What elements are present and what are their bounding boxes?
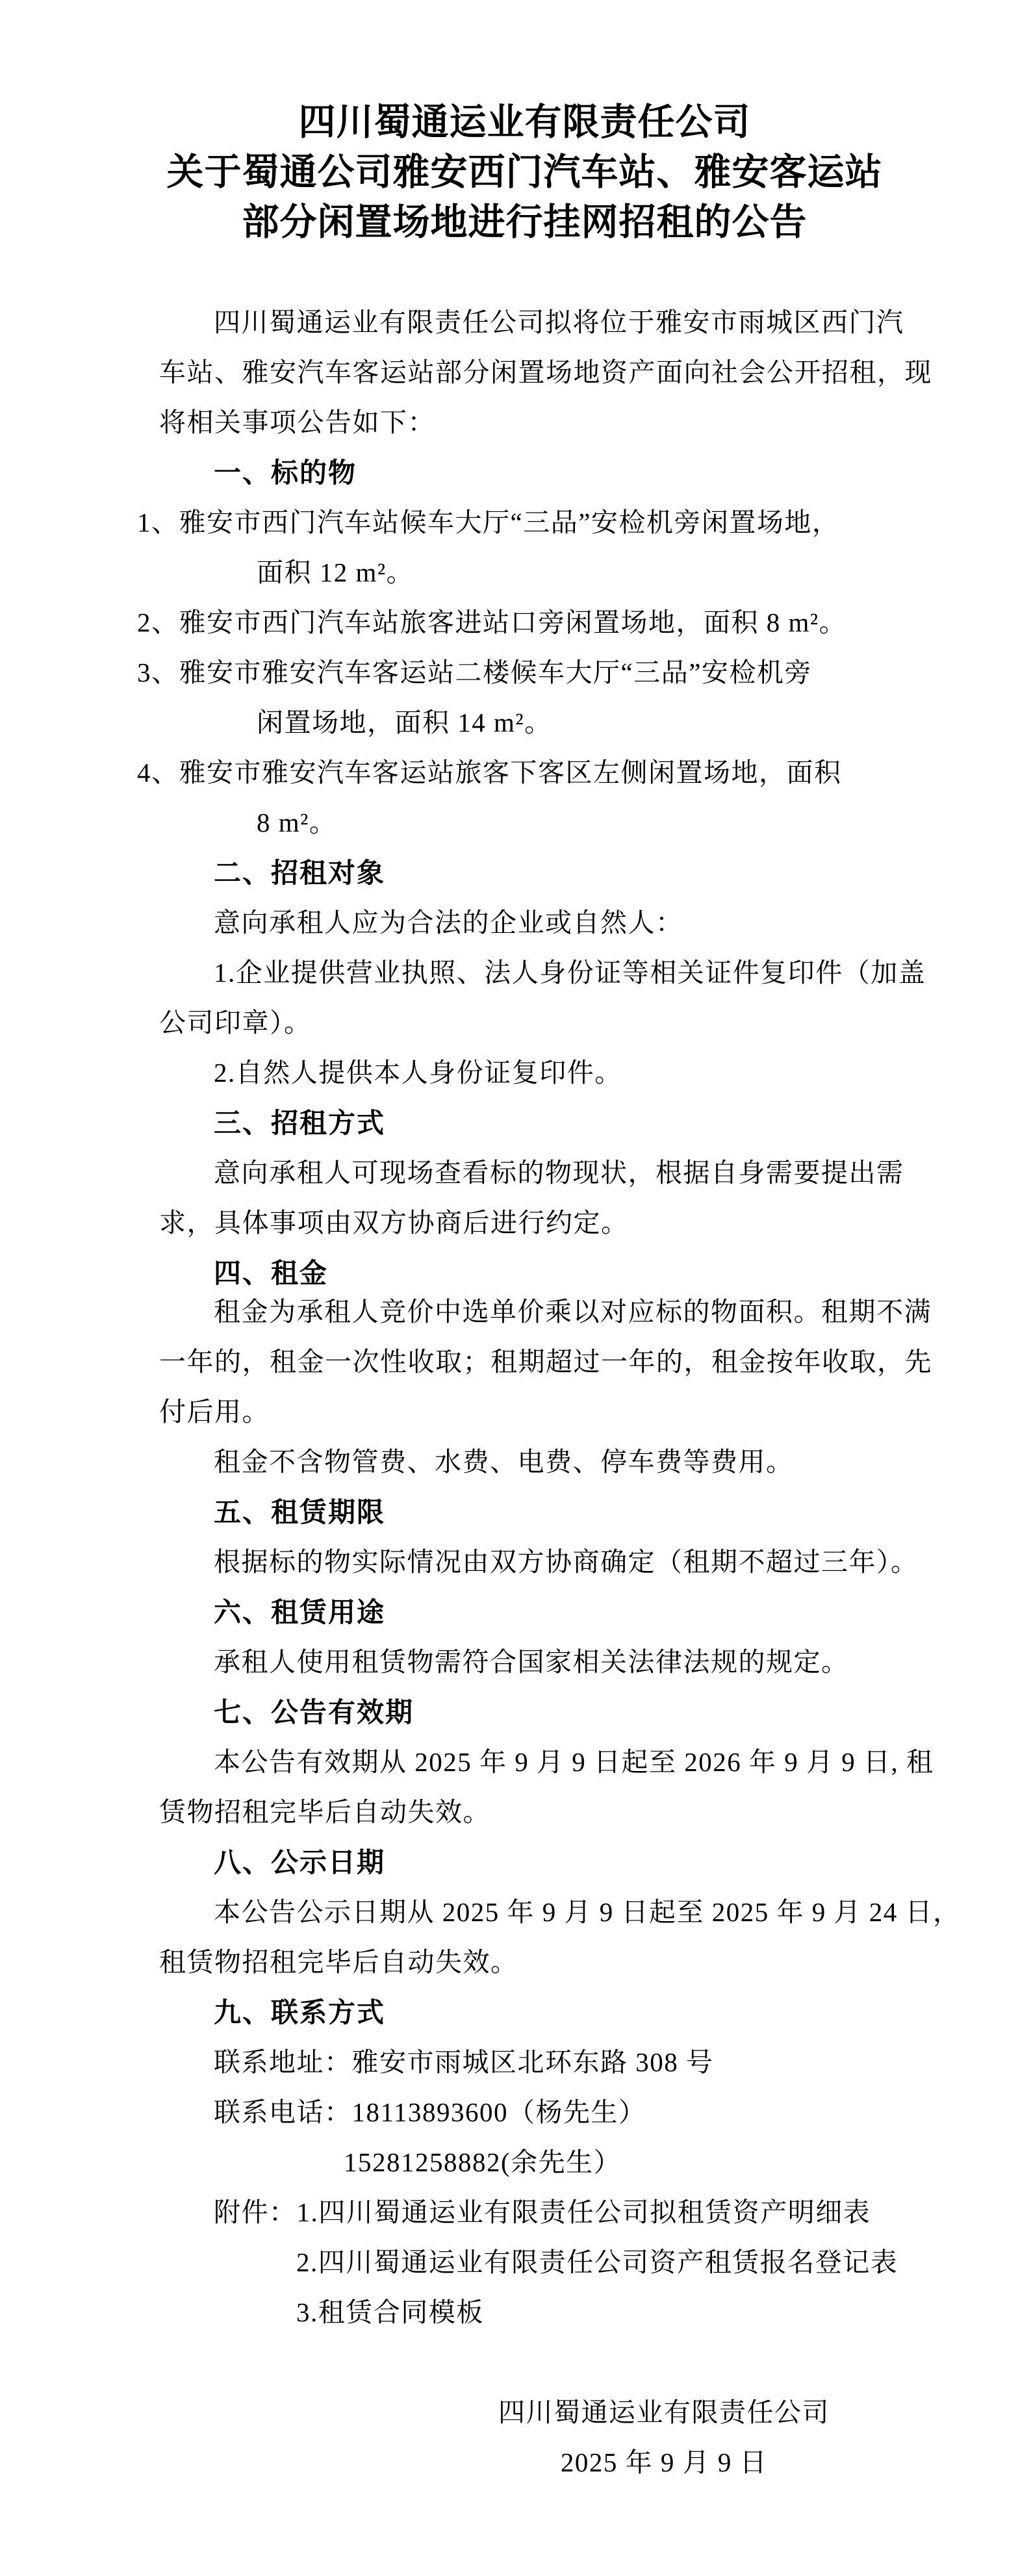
signature-block: [496, 2388, 832, 2488]
tenant-requirement-2-line-1: 2.自然人提供本人身份证复印件。: [214, 1058, 622, 1088]
tenant-requirement-1-line-2: 公司印章）。: [159, 1008, 312, 1038]
document-title-line-1: 四川蜀通运业有限责任公司: [298, 102, 751, 143]
section-3-heading-line-1: 三、招租方式: [214, 1108, 386, 1138]
lease-use-paragraph: [159, 1637, 966, 1687]
section-2-heading-line-1: 二、招租对象: [214, 858, 386, 888]
intro-paragraph-line-1: 四川蜀通运业有限责任公司拟将位于雅安市雨城区西门汽: [214, 307, 904, 337]
contact-address: [159, 2037, 966, 2087]
publicity-paragraph-line-1: 本公告公示日期从 2025 年 9 月 9 日起至 2025 年 9 月 24 日，: [214, 1897, 961, 1927]
rent-paragraph-line-3: 付后用。: [159, 1397, 270, 1427]
attachments-list: [159, 2187, 966, 2338]
signature-block-line-1: 四川蜀通运业有限责任公司: [498, 2397, 830, 2427]
attachments-list-line-3: 3.租赁合同模板: [296, 2297, 484, 2327]
section-2-heading: [159, 848, 966, 898]
intro-paragraph: [159, 298, 966, 448]
section-3-heading: [159, 1098, 966, 1148]
method-paragraph-line-2: 求，具体事项由双方协商后进行约定。: [159, 1208, 629, 1238]
attachments-list-line-1: 附件：1.四川蜀通运业有限责任公司拟租赁资产明细表: [214, 2197, 871, 2227]
section-1-heading: [159, 448, 966, 498]
section-5-heading: [159, 1487, 966, 1537]
rent-excludes-paragraph-line-1: 租金不含物管费、水费、电费、停车费等费用。: [214, 1447, 794, 1477]
lease-term-paragraph-line-1: 根据标的物实际情况由双方协商确定（租期不超过三年）。: [214, 1547, 919, 1577]
lease-use-paragraph-line-1: 承租人使用租赁物需符合国家相关法律法规的规定。: [214, 1647, 849, 1677]
contact-phone-1: [159, 2087, 966, 2137]
section-8-heading: [159, 1837, 966, 1887]
rent-paragraph: [159, 1287, 966, 1437]
document-title-line-3: 部分闲置场地进行挂网招租的公告: [242, 202, 808, 243]
publicity-paragraph-line-2: 租赁物招租完毕后自动失效。: [159, 1947, 518, 1977]
contact-address-line-1: 联系地址：雅安市雨城区北环东路 308 号: [214, 2047, 714, 2077]
method-paragraph-line-1: 意向承租人可现场查看标的物现状，根据自身需要提出需: [214, 1158, 904, 1188]
tenant-intro-paragraph-line-1: 意向承租人应为合法的企业或自然人：: [214, 908, 683, 937]
rent-paragraph-line-1: 租金为承租人竞价中选单价乘以对应标的物面积。租期不满: [214, 1297, 932, 1327]
lot-item-2-line-1: 2、雅安市西门汽车站旅客进站口旁闲置场地，面积 8 m²。: [137, 607, 847, 637]
lot-item-3-line-2: 闲置场地，面积 14 m²。: [257, 708, 552, 737]
tenant-intro-paragraph: [159, 898, 966, 948]
lease-term-paragraph: [159, 1537, 966, 1587]
section-8-heading-line-1: 八、公示日期: [214, 1847, 386, 1878]
validity-paragraph-line-2: 赁物招租完毕后自动失效。: [159, 1797, 490, 1827]
document-title-line-2: 关于蜀通公司雅安西门汽车站、雅安客运站: [166, 152, 883, 193]
blank-line-after-title: [159, 248, 966, 298]
document-title: [159, 97, 966, 248]
section-6-heading: [159, 1587, 966, 1637]
section-9-heading: [159, 1987, 966, 2037]
lot-item-4-line-1: 4、雅安市雅安汽车客运站旅客下客区左侧闲置场地，面积: [137, 758, 842, 787]
lot-item-4-line-2: 8 m²。: [257, 808, 337, 837]
publicity-paragraph: [159, 1887, 966, 1987]
section-4-heading-line-1: 四、租金: [214, 1258, 329, 1288]
section-7-heading-line-1: 七、公告有效期: [214, 1697, 414, 1728]
section-5-heading-line-1: 五、租赁期限: [214, 1497, 386, 1527]
tenant-requirement-1: [159, 948, 966, 1048]
intro-paragraph-line-2: 车站、雅安汽车客运站部分闲置场地资产面向社会公开招租，现: [159, 357, 932, 387]
lot-item-1: [137, 498, 966, 598]
section-1-heading-line-1: 一、标的物: [214, 457, 357, 488]
lot-item-4: [137, 748, 966, 848]
validity-paragraph-line-1: 本公告有效期从 2025 年 9 月 9 日起至 2026 年 9 月 9 日, 租: [214, 1747, 934, 1777]
section-7-heading: [159, 1687, 966, 1737]
signature-block-line-2: 2025 年 9 月 9 日: [560, 2447, 768, 2477]
lot-item-3: [137, 648, 966, 748]
section-9-heading-line-1: 九、联系方式: [214, 1997, 386, 2028]
blank-line-before-signature: [159, 2338, 966, 2388]
intro-paragraph-line-3: 将相关事项公告如下：: [159, 407, 435, 437]
lot-item-1-line-2: 面积 12 m²。: [257, 557, 414, 587]
lot-item-1-line-1: 1、雅安市西门汽车站候车大厅“三品”安检机旁闲置场地，: [137, 507, 840, 537]
rent-excludes-paragraph: [159, 1437, 966, 1487]
lot-item-3-line-1: 3、雅安市雅安汽车客运站二楼候车大厅“三品”安检机旁: [137, 657, 812, 687]
method-paragraph: [159, 1148, 966, 1248]
contact-phone-2-line-1: 15281258882(余先生）: [344, 2147, 622, 2177]
contact-phone-1-line-1: 联系电话：18113893600（杨先生）: [214, 2097, 646, 2127]
contact-phone-2: [159, 2137, 966, 2187]
attachments-list-line-2: 2.四川蜀通运业有限责任公司资产租赁报名登记表: [296, 2247, 898, 2277]
section-6-heading-line-1: 六、租赁用途: [214, 1597, 386, 1627]
rent-paragraph-line-2: 一年的，租金一次性收取；租期超过一年的，租金按年收取，先: [159, 1347, 932, 1377]
tenant-requirement-1-line-1: 1.企业提供营业执照、法人身份证等相关证件复印件（加盖: [214, 958, 926, 988]
tenant-requirement-2: [159, 1048, 966, 1098]
validity-paragraph: [159, 1737, 966, 1837]
lot-item-2: [137, 598, 966, 648]
